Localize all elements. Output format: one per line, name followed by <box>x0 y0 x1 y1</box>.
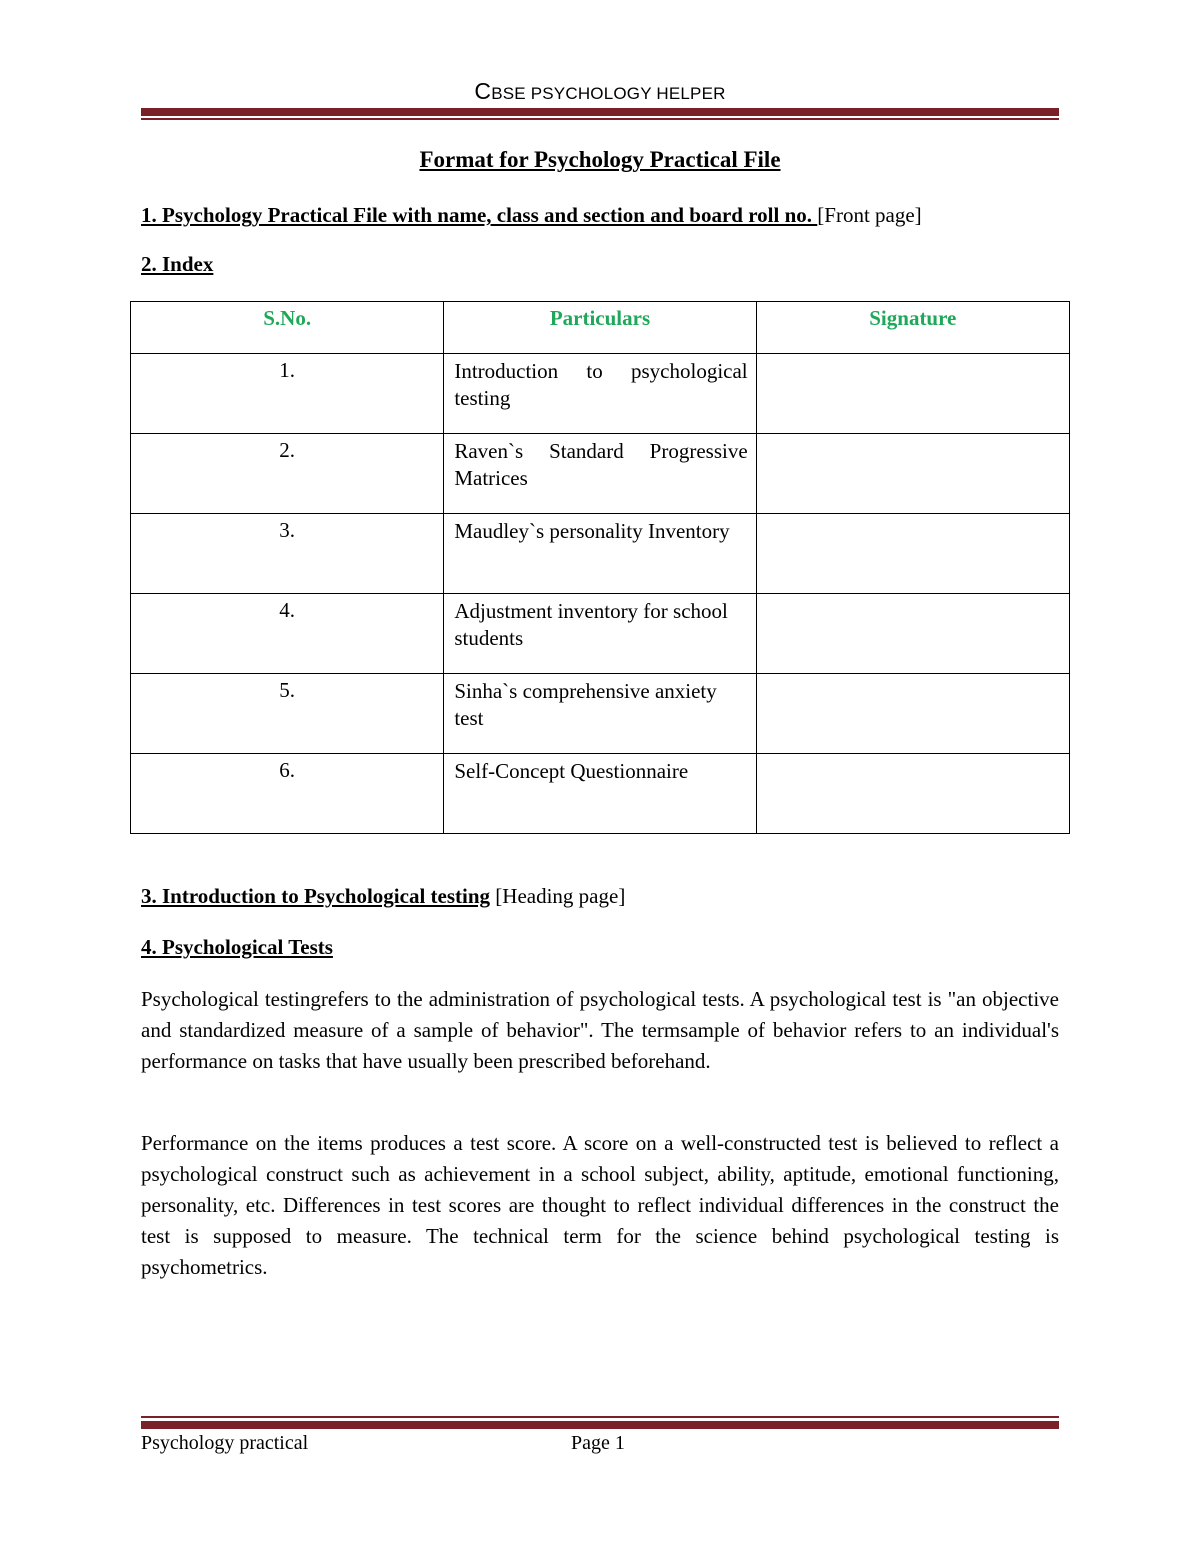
footer-rule-thin <box>141 1416 1059 1418</box>
header-rule-thin <box>141 118 1059 120</box>
item-front-page-note: [Front page] <box>817 203 922 227</box>
item-front-page <box>141 203 1059 228</box>
row-signature <box>756 434 1069 514</box>
item-psychological-tests-heading: 4. Psychological Tests <box>141 935 333 959</box>
row-signature <box>756 754 1069 834</box>
footer-rule-thick <box>141 1421 1059 1429</box>
item-introduction-heading: 3. Introduction to Psychological testing <box>141 884 491 908</box>
row-particular: Adjustment inventory for school students <box>444 594 756 674</box>
item-index <box>141 252 1059 277</box>
header-rule-thick <box>141 108 1059 116</box>
table-row <box>131 514 1070 594</box>
header-sno: S.No. <box>131 302 444 354</box>
footer-label: Psychology practical <box>141 1432 309 1454</box>
footer-rule <box>141 1416 1059 1429</box>
row-particular: Maudley`s personality Inventory <box>444 514 756 594</box>
header-title: BSE PSYCHOLOGY HELPER <box>491 84 726 103</box>
row-number: 4. <box>131 594 444 674</box>
item-front-page-heading: 1. Psychology Practical File with name, class and section and board roll no. <box>141 203 818 227</box>
header-particulars: Particulars <box>444 302 756 354</box>
document-title: Format for Psychology Practical File <box>419 147 781 172</box>
row-particular: Introduction to psychological testing <box>444 354 756 434</box>
row-particular: Self-Concept Questionnaire <box>444 754 756 834</box>
page-number: Page 1 <box>571 1432 625 1454</box>
header-signature: Signature <box>756 302 1069 354</box>
item-introduction <box>141 884 1059 909</box>
paragraph-testing-definition: Psychological testingrefers to the administration of psychological tests. A psychological test is "an objective and standardized measure of a sample of behavior". The termsample of behavior refers to an individual's performance on tasks that have usually been prescribed beforehand. <box>141 987 1059 1073</box>
row-number: 1. <box>131 354 444 434</box>
item-introduction-note: [Heading page] <box>490 884 626 908</box>
paragraph-test-score: Performance on the items produces a test score. A score on a well-constructed test is believed to reflect a psychological construct such as achievement in a school subject, ability, aptitude, emotional functioning, personality, etc. Differences in test scores are thought to reflect individual differences in the construct the test is supposed to measure. The technical term for the science behind psychological testing is psychometrics. <box>141 1131 1059 1279</box>
row-particular: Sinha`s comprehensive anxiety test <box>444 674 756 754</box>
table-row <box>131 674 1070 754</box>
table-row <box>131 354 1070 434</box>
item-index-heading: 2. Index <box>141 252 214 276</box>
table-row <box>131 434 1070 514</box>
row-number: 6. <box>131 754 444 834</box>
table-row <box>131 594 1070 674</box>
header-initial: C <box>474 78 492 104</box>
row-number: 3. <box>131 514 444 594</box>
row-signature <box>756 594 1069 674</box>
table-row <box>131 754 1070 834</box>
row-number: 5. <box>131 674 444 754</box>
page-header <box>141 78 1059 105</box>
row-particular: Raven`s Standard Progressive Matrices <box>444 434 756 514</box>
row-signature <box>756 674 1069 754</box>
row-signature <box>756 514 1069 594</box>
row-number: 2. <box>131 434 444 514</box>
item-psychological-tests <box>141 935 1059 960</box>
index-table <box>130 301 1070 834</box>
index-table-header-row <box>131 302 1070 354</box>
row-signature <box>756 354 1069 434</box>
header-rule <box>141 108 1059 120</box>
